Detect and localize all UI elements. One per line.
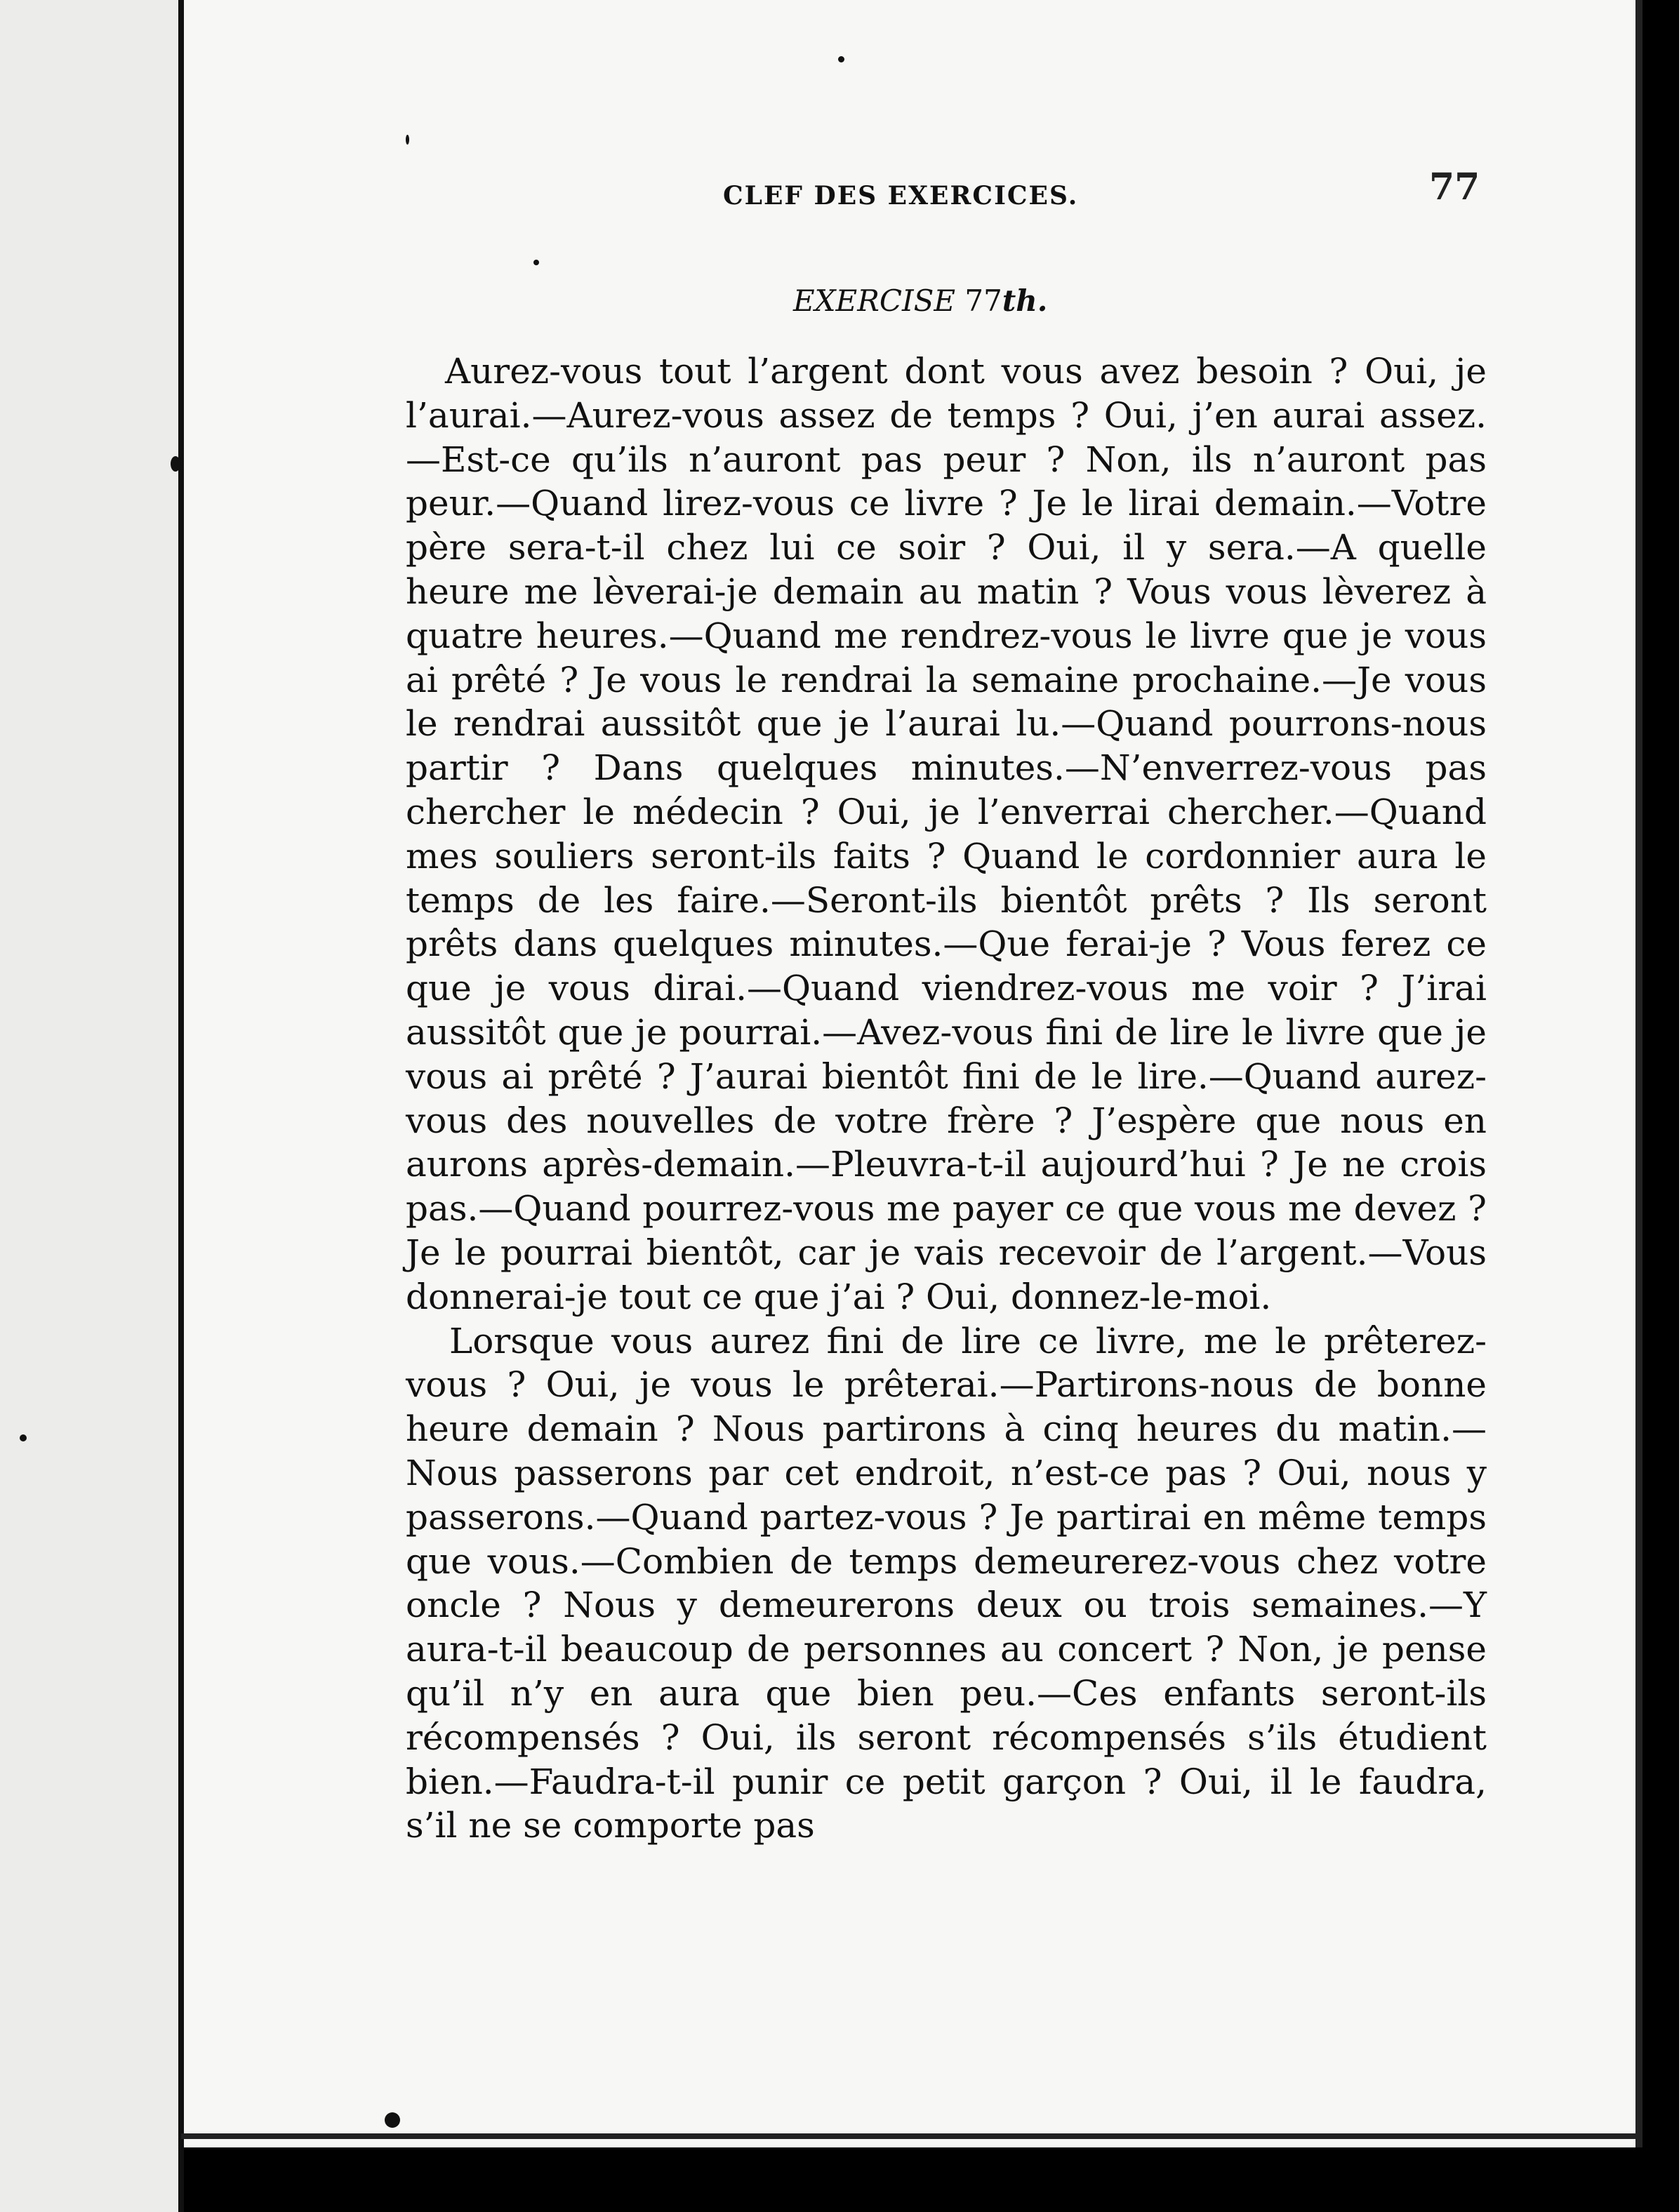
bottom-page-edge (181, 2133, 1642, 2139)
scan-speck (533, 260, 539, 265)
exercise-title-word: EXERCISE (793, 284, 955, 318)
page-number: 77 (1429, 166, 1480, 208)
right-page-edge (1635, 0, 1642, 2147)
exercise-title (793, 284, 1047, 318)
scan-speck (838, 56, 844, 62)
scan-speck (406, 135, 409, 145)
exercise-title-number: 77 (964, 284, 1002, 318)
exercise-body (406, 349, 1487, 1848)
scan-speck (171, 456, 180, 472)
exercise-title-suffix: th. (1002, 284, 1048, 318)
binding-edge (178, 0, 184, 2212)
scan-speck (20, 1434, 27, 1441)
left-gutter (0, 0, 181, 2212)
running-head: CLEF DES EXERCICES. (723, 181, 1079, 211)
scan-speck (385, 2112, 400, 2128)
paragraph: Aurez-vous tout l’argent dont vous avez besoin ? Oui, je l’aurai.—Aurez-vous assez de temps ? Oui, j’en aurai assez.—Est-ce qu’ils n’auront pas peur ? Non, ils n’auront pas peur.—Quand lirez-vous ce livre ? Je le lirai demain.—Votre père sera-t-il chez lui ce soir ? Oui, il y sera.—A quelle heure me lèverai-je demain au matin ? Vous vous lèverez à quatre heures.—Quand me rendrez-vous le livre que je vous ai prêté ? Je vous le rendrai la semaine prochaine.—Je vous le rendrai aussitôt que je l’aurai lu.—Quand pourrons-nous partir ? Dans quelques minutes.—N’enverrez-vous pas chercher le médecin ? Oui, je l’enverrai chercher.—Quand mes souliers seront-ils faits ? Quand le cordonnier aura le temps de les faire.—Seront-ils bientôt prêts ? Ils seront prêts dans quelques minutes.—Que ferai-je ? Vous ferez ce que je vous dirai.—Quand viendrez-vous me voir ? J’irai aussitôt que je pourrai.—Avez-vous fini de lire le livre que je vous ai prêté ? J’aurai bientôt fini de le lire.—Quand aurez-vous des nouvelles de votre frère ? J’espère que nous en aurons après-demain.—Pleuvra-t-il aujourd’hui ? Je ne crois pas.—Quand pourrez-vous me payer ce que vous me devez ? Je le pourrai bientôt, car je vais recevoir de l’argent.—Vous donnerai-je tout ce que j’ai ? Oui, donnez-le-moi. (406, 351, 1487, 1317)
paragraph: Lorsque vous aurez fini de lire ce livre, me le prêterez-vous ? Oui, je vous le prêterai.—Partirons-nous de bonne heure demain ? Nous partirons à cinq heures du matin.—Nous passerons par cet endroit, n’est-ce pas ? Oui, nous y passerons.—Quand partez-vous ? Je partirai en même temps que vous.—Combien de temps demeurerez-vous chez votre oncle ? Nous y demeurerons deux ou trois semaines.—Y aura-t-il beaucoup de personnes au concert ? Non, je pense qu’il n’y en aura que bien peu.—Ces enfants seront-ils récompensés ? Oui, ils seront récompensés s’ils étudient bien.—Faudra-t-il punir ce petit garçon ? Oui, il le faudra, s’il ne se comporte pas (406, 1320, 1487, 1846)
